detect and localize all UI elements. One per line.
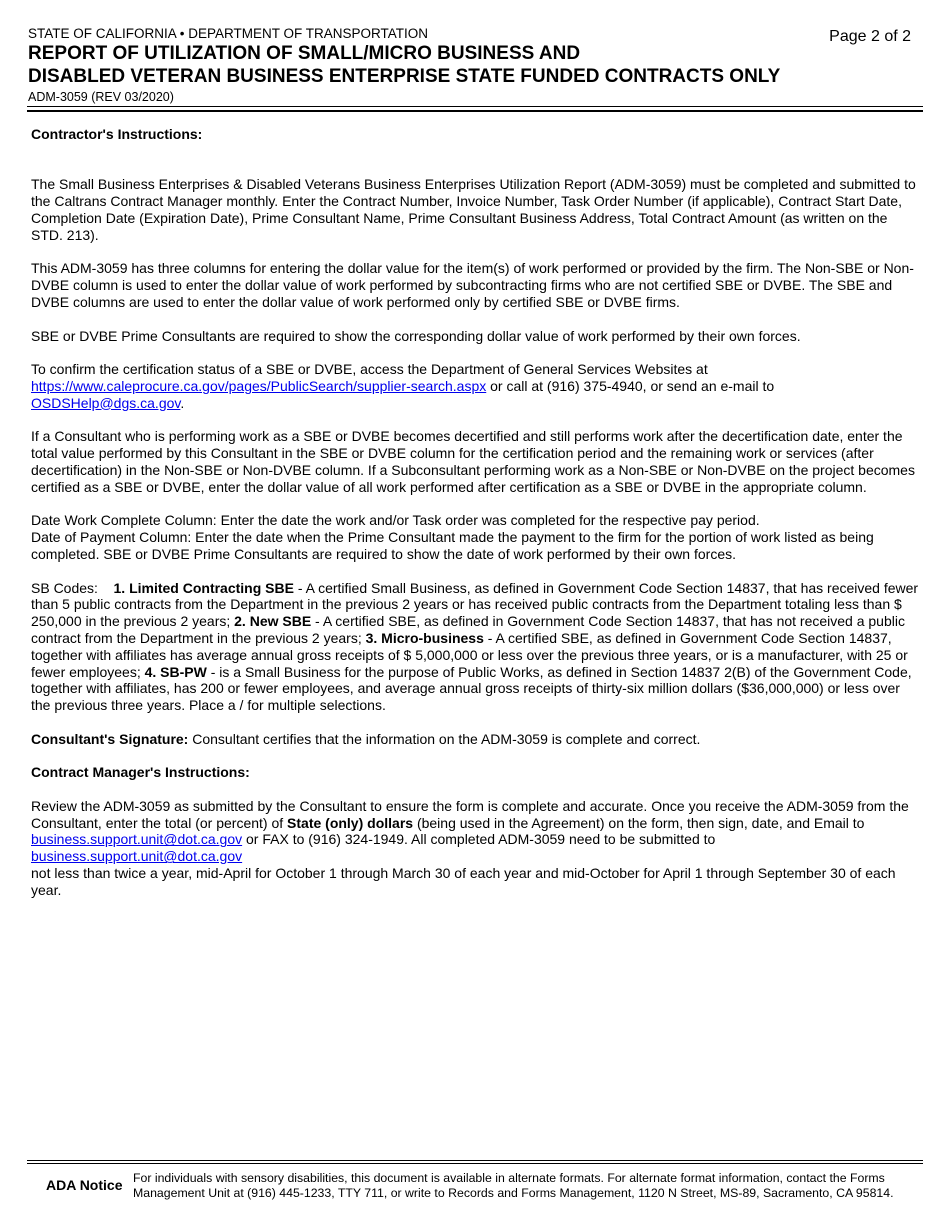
- contractor-instructions-heading: Contractor's Instructions:: [31, 126, 203, 142]
- contract-manager-heading-row: [31, 764, 923, 781]
- paragraph-prime-consultants: SBE or DVBE Prime Consultants are required to show the corresponding dollar value of work performed by their own forces.: [31, 327, 801, 344]
- paragraph-report-submission: The Small Business Enterprises & Disabled Veterans Business Enterprises Utilization Report (ADM-3059) must be completed and submitted to the Caltrans Contract Manager monthly. Enter the Contract Number, Invoice Number, Task Order Number (if applicable), Contract Start Date, Completion Date (Expiration Date), Prime Consultant Name, Prime Consultant Business Address, Total Contract Amount (as written on the STD. 213).: [31, 176, 916, 243]
- osds-email-link[interactable]: OSDSHelp@dgs.ca.gov: [31, 394, 181, 411]
- business-support-email-link-2[interactable]: business.support.unit@dot.ca.gov: [31, 848, 243, 865]
- header-divider-thick: [27, 110, 923, 112]
- form-number: ADM-3059 (REV 03/2020): [28, 90, 174, 104]
- agency-line: STATE OF CALIFORNIA • DEPARTMENT OF TRANSPORTATION: [28, 26, 429, 41]
- ada-notice-label: ADA Notice: [46, 1177, 123, 1193]
- form-header: [28, 26, 922, 106]
- header-divider-thin: [27, 106, 923, 107]
- paragraph-decertification: If a Consultant who is performing work as a SBE or DVBE becomes decertified and still performs work after the decertification date, enter the total value performed by this Consultant in the SBE or DVBE column for the certification period and the remaining work or services (after decertification) in the Non-SBE or Non-DVBE column. If a Subconsultant performing work as a Non-SBE or Non-DVBE on the project becomes certified as a SBE or DVBE, enter the dollar value of all work performed after certification as a SBE or DVBE in the appropriate column.: [31, 428, 915, 495]
- paragraph-columns: This ADM-3059 has three columns for entering the dollar value for the item(s) of work performed or provided by the firm. The Non-SBE or Non-DVBE column is used to enter the dollar value of work performed by subcontracting firms who are not certified SBE or DVBE. The SBE and DVBE columns are used to enter the dollar value of work performed only by certified SBE or DVBE firms.: [31, 260, 914, 310]
- form-title-line-2: DISABLED VETERAN BUSINESS ENTERPRISE STATE FUNDED CONTRACTS ONLY: [28, 66, 781, 87]
- instructions-body: [31, 126, 923, 915]
- ada-notice-text: For individuals with sensory disabilities, this document is available in alternate formats. For alternate format information, contact the Forms Management Unit at (916) 445-1233, TTY 711, or write to Records and Forms Management, 1120 N Street, MS-89, Sacramento, CA 95814.: [133, 1171, 894, 1200]
- business-support-email-link-1[interactable]: business.support.unit@dot.ca.gov: [31, 831, 243, 848]
- contract-manager-heading: Contract Manager's Instructions:: [31, 764, 250, 781]
- form-title-line-1: REPORT OF UTILIZATION OF SMALL/MICRO BUSINESS AND: [28, 43, 581, 64]
- supplier-search-link[interactable]: https://www.caleprocure.ca.gov/pages/PublicSearch/supplier-search.aspx: [31, 377, 487, 394]
- paragraph-contract-manager: Review the ADM-3059 as submitted by the Consultant to ensure the form is complete and accurate. Once you receive the ADM-3059 from the Consultant, enter the total (or percent) of State (only) dollars (being used in the Agreement) on the form, then sign, date, and Email to business.support.unit@dot.ca.gov or FAX to (916) 324-1949. All completed ADM-3059 need to be submitted to business.support.unit@dot.ca.gov not less than twice a year, mid-April for October 1 through March 30 of each year and mid-October for April 1 through September 30 of each year.: [31, 797, 909, 898]
- paragraph-sb-codes: SB Codes: 1. Limited Contracting SBE - A certified Small Business, as defined in Government Code Section 14837, that has received fewer than 5 public contracts from the Department in the previous 2 years or has received public contracts from the Department totaling less than $ 250,000 in the previous 2 years; 2. New SBE - A certified SBE, as defined in Government Code Section 14837, that has not received a public contract from the Department in the previous 2 years; 3. Micro-business - A certified SBE, as defined in Government Code Section 14837, together with affiliates has average annual gross receipts of $ 5,000,000 or less over the previous three years, or is a manufacturer, with 25 or fewer employees; 4. SB-PW - is a Small Business for the purpose of Public Works, as defined in Section 14837 2(B) of the Government Code, together with affiliates, has 200 or fewer employees, and average annual gross receipts of thirty-six million dollars ($36,000,000) or less over the previous three years. Place a / for multiple selections.: [31, 579, 919, 714]
- paragraph-date-of-payment: Date of Payment Column: Enter the date when the Prime Consultant made the payment to the firm for the portion of work listed as being completed. SBE or DVBE Prime Consultants are required to show the date of work performed by their own forces.: [31, 529, 874, 562]
- paragraph-date-work-complete: Date Work Complete Column: Enter the date the work and/or Task order was completed for the respective pay period.: [31, 512, 760, 529]
- sb-codes-label: SB Codes:: [31, 579, 98, 596]
- page-number: Page 2 of 2: [829, 28, 911, 45]
- signature-label: Consultant's Signature:: [31, 730, 189, 747]
- certification-text: To confirm the certification status of a SBE or DVBE, access the Department of General Services Websites at: [31, 361, 708, 378]
- paragraph-consultant-signature: Consultant's Signature: Consultant certifies that the information on the ADM-3059 is complete and correct.: [31, 730, 701, 747]
- footer-divider-bottom: [27, 1163, 923, 1164]
- footer-divider-top: [27, 1160, 923, 1161]
- paragraph-certification-status: To confirm the certification status of a SBE or DVBE, access the Department of General Services Websites at https://www.caleprocure.ca.gov/pages/PublicSearch/supplier-search.aspx or call at (916) 375-4940, or send an e-mail to OSDSHelp@dgs.ca.gov.: [31, 361, 775, 411]
